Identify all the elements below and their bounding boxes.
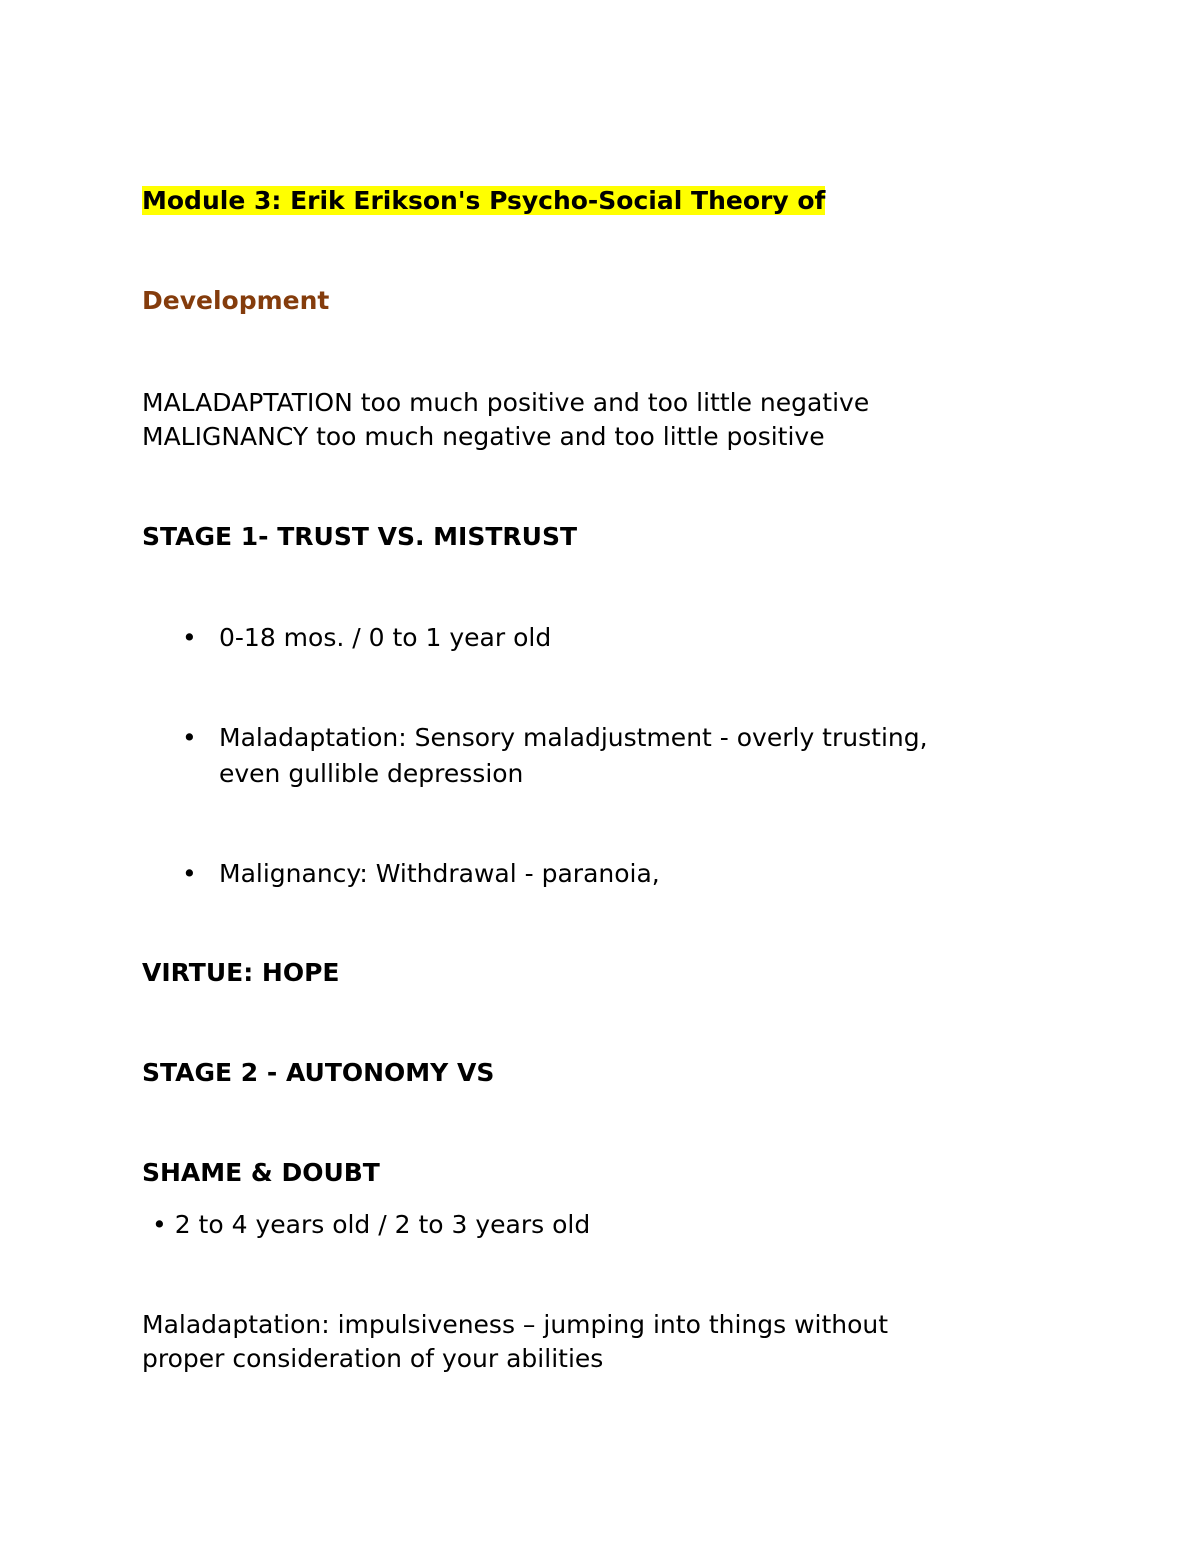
stage-2-maladaptation-line-1: Maladaptation: impulsiveness – jumping into things without bbox=[142, 1310, 889, 1339]
maladaptation-definition: MALADAPTATION too much positive and too little negative bbox=[142, 388, 870, 417]
page-title-highlight: Module 3: Erik Erikson's Psycho-Social Theory of bbox=[142, 186, 826, 215]
list-item: Malignancy: Withdrawal - paranoia, bbox=[219, 859, 660, 888]
bullet-icon: • bbox=[182, 859, 197, 888]
stage-1-virtue: VIRTUE: HOPE bbox=[142, 958, 340, 987]
page-title-line-2: Development bbox=[142, 286, 330, 315]
bullet-icon: • bbox=[182, 623, 197, 652]
stage-1-heading: STAGE 1- TRUST VS. MISTRUST bbox=[142, 522, 578, 551]
stage-2-heading-line-2: SHAME & DOUBT bbox=[142, 1158, 380, 1187]
stage-2-bullet-age: • 2 to 4 years old / 2 to 3 years old bbox=[152, 1210, 591, 1239]
stage-2-heading-line-1: STAGE 2 - AUTONOMY VS bbox=[142, 1058, 495, 1087]
list-item: 0-18 mos. / 0 to 1 year old bbox=[219, 623, 552, 652]
page-title-line-1 bbox=[142, 184, 825, 218]
bullet-icon: • bbox=[182, 723, 197, 752]
stage-2-maladaptation-line-2: proper consideration of your abilities bbox=[142, 1344, 604, 1373]
list-item: Maladaptation: Sensory maladjustment - overly trusting, even gullible depression bbox=[219, 723, 928, 788]
malignancy-definition: MALIGNANCY too much negative and too little positive bbox=[142, 422, 825, 451]
